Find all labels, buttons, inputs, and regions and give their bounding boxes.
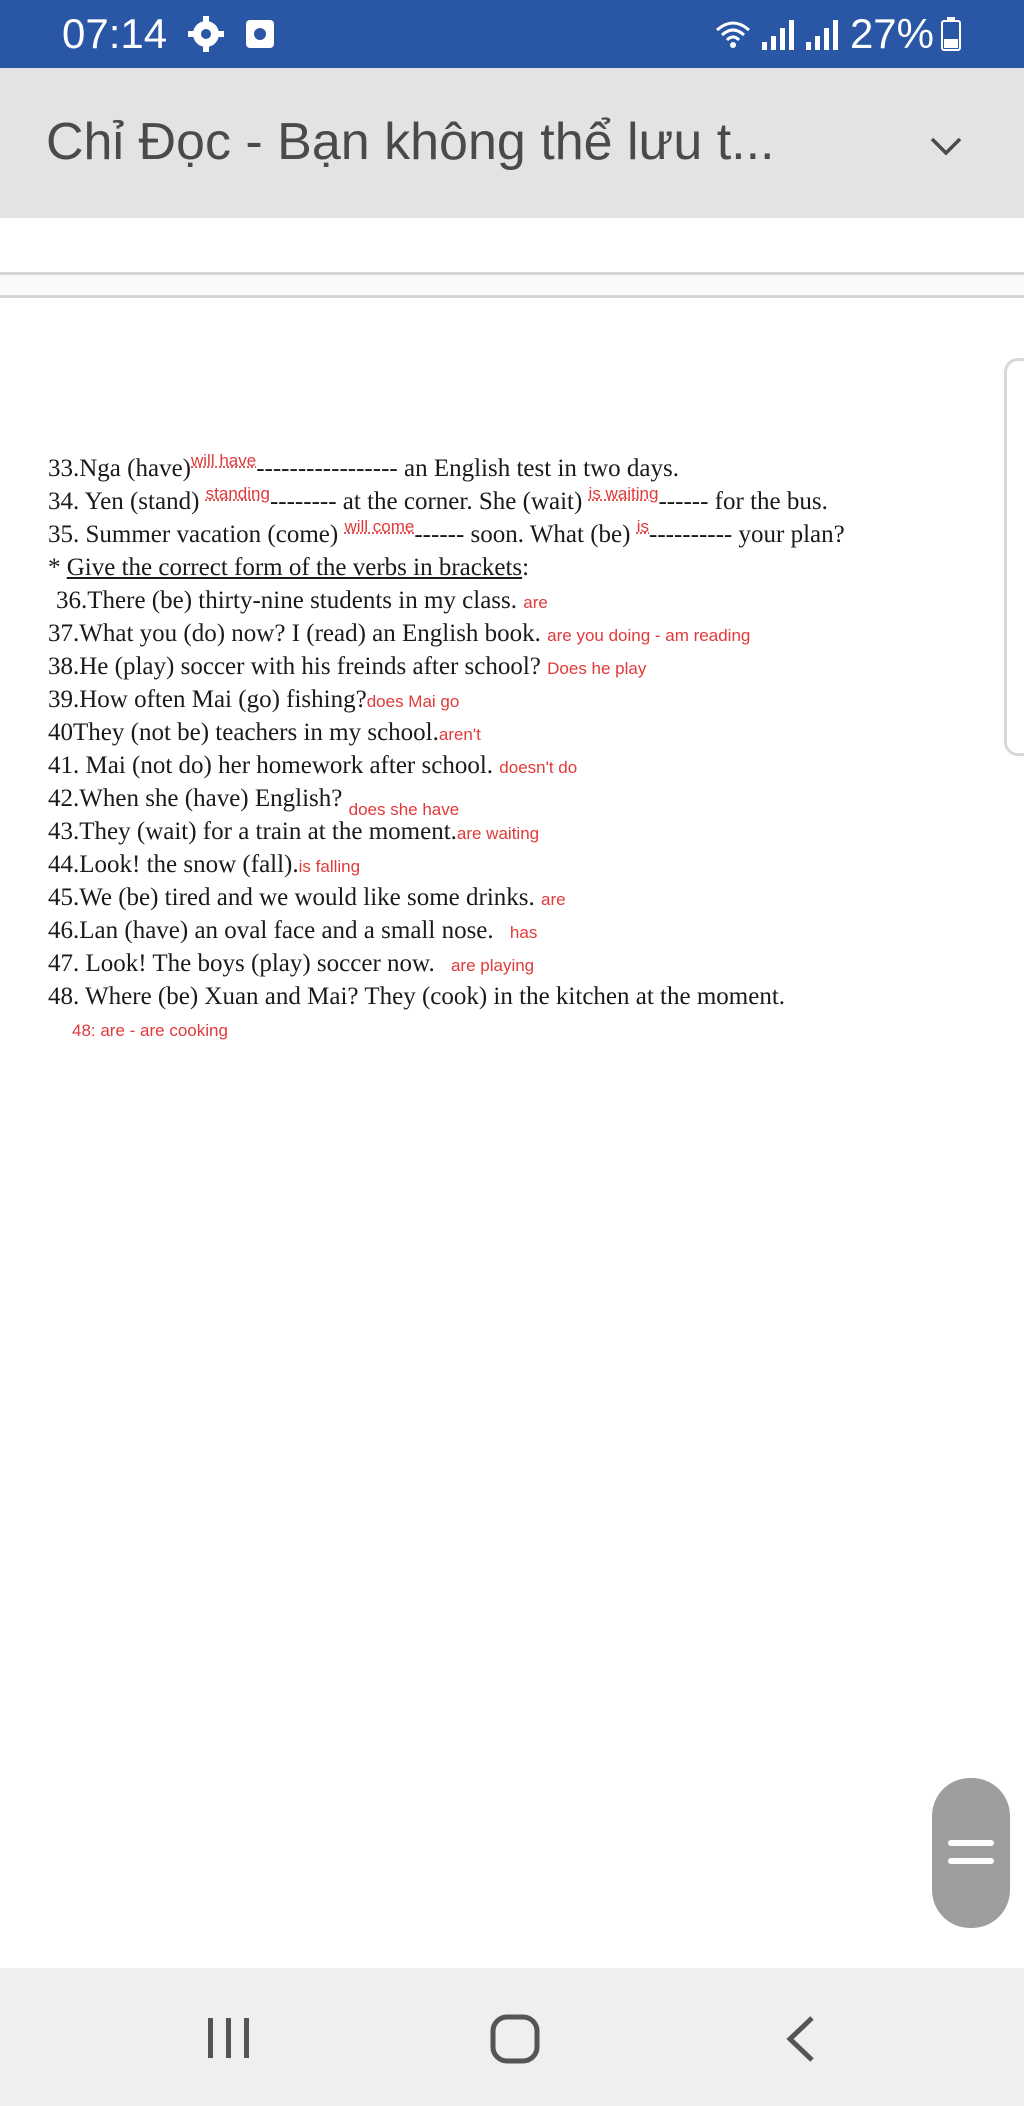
question-37: 37.What you (do) now? I (read) an English book. are you doing - am reading bbox=[48, 620, 751, 647]
answer-43: are waiting bbox=[456, 824, 540, 843]
question-47: 47. Look! The boys (play) soccer now. are playing bbox=[48, 950, 535, 977]
divider bbox=[0, 272, 1024, 298]
answer-37: are you doing - am reading bbox=[547, 626, 751, 645]
answer-48: 48: are - are cooking bbox=[72, 1021, 228, 1040]
question-40: 40They (not be) teachers in my school.aren't bbox=[48, 719, 481, 746]
chevron-down-icon[interactable] bbox=[924, 124, 968, 168]
navigation-bar bbox=[0, 1968, 1024, 2106]
status-bar bbox=[0, 0, 1024, 68]
document-title[interactable]: Chỉ Đọc - Bạn không thể lưu t... bbox=[46, 113, 775, 171]
answer-44: is falling bbox=[298, 857, 361, 876]
back-icon[interactable] bbox=[782, 2014, 822, 2064]
settings-icon bbox=[186, 14, 226, 54]
answer-39: does Mai go bbox=[366, 692, 460, 711]
answer-46: has bbox=[509, 923, 538, 942]
title-bar bbox=[0, 68, 1024, 218]
answer-35a: will come bbox=[344, 517, 415, 536]
question-34: 34. Yen (stand) $^{standing}$-------- at the corner. She (wait) $^{is waiting}$------ for the bus. bbox=[48, 484, 828, 515]
answer-42: does she have bbox=[348, 800, 460, 819]
home-icon[interactable] bbox=[490, 2014, 540, 2064]
question-38: 38.He (play) soccer with his freinds after school? Does he play bbox=[48, 653, 647, 680]
question-39: 39.How often Mai (go) fishing?does Mai go bbox=[48, 686, 460, 713]
question-48: 48. Where (be) Xuan and Mai? They (cook) in the kitchen at the moment. bbox=[48, 983, 786, 1010]
status-right-group bbox=[714, 12, 962, 56]
scroll-handle-grip bbox=[948, 1840, 994, 1846]
question-33: 33.Nga (have)$^{will have}$----------------- an English test in two days. bbox=[48, 451, 679, 482]
question-43: 43.They (wait) for a train at the moment.are waiting bbox=[48, 818, 540, 845]
question-35: 35. Summer vacation (come) $^{will come}$------ soon. What (be) $^{is}$---------- your plan? bbox=[48, 517, 845, 548]
question-46: 46.Lan (have) an oval face and a small nose. has bbox=[48, 917, 538, 944]
question-41: 41. Mai (not do) her homework after school. doesn't do bbox=[48, 752, 578, 779]
answer-34b: is waiting bbox=[588, 484, 659, 503]
scroll-handle-grip bbox=[948, 1858, 994, 1864]
signal-icon bbox=[802, 16, 840, 52]
signal-icon bbox=[758, 16, 796, 52]
scroll-handle[interactable] bbox=[932, 1778, 1010, 1928]
answer-36: are bbox=[523, 593, 548, 612]
answer-45: are bbox=[541, 890, 566, 909]
answer-47: are playing bbox=[450, 956, 535, 975]
side-panel-tab[interactable] bbox=[1004, 358, 1024, 756]
battery-percent: 27% bbox=[849, 10, 934, 57]
battery-icon bbox=[940, 17, 962, 51]
answer-38: Does he play bbox=[547, 659, 647, 678]
answer-40: aren't bbox=[438, 725, 481, 744]
answer-34a: standing bbox=[205, 484, 270, 503]
question-42: 42.When she (have) English? $_{does she have}$ bbox=[48, 785, 460, 819]
question-36: 36.There (be) thirty-nine students in my class. are bbox=[56, 587, 548, 614]
question-44: 44.Look! the snow (fall).is falling bbox=[48, 851, 361, 878]
exercise-heading: * Give the correct form of the verbs in brackets: bbox=[48, 554, 530, 581]
answer-41: doesn't do bbox=[499, 758, 578, 777]
recent-apps-icon[interactable] bbox=[204, 2018, 254, 2058]
question-45: 45.We (be) tired and we would like some drinks. are bbox=[48, 884, 566, 911]
screen-record-icon bbox=[244, 18, 276, 50]
answer-33: will have bbox=[191, 451, 257, 470]
answer-35b: is bbox=[636, 517, 649, 536]
status-time: 07:14 bbox=[62, 10, 168, 57]
toolbar-strip bbox=[0, 218, 1024, 272]
wifi-icon bbox=[714, 16, 752, 52]
